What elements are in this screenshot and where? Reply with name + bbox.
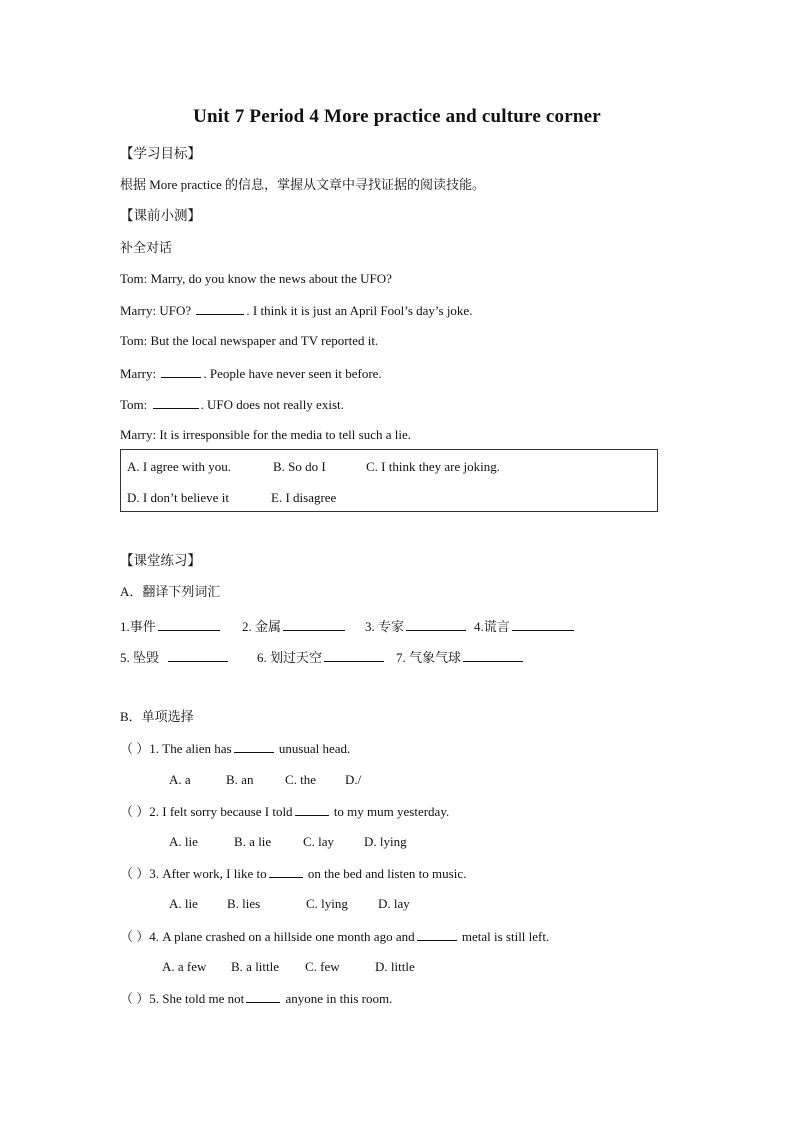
choice[interactable]: A. lie [169,834,198,849]
question-stem-end: metal is still left. [458,929,550,944]
option-b: B. So do I [273,459,326,474]
question-stem: （ ）5. She told me not [120,991,245,1006]
dialogue-line-1: Tom: Marry, do you know the news about the UFO? [120,271,392,286]
answer-blank[interactable] [196,302,244,315]
dialogue-line-4-start: Marry: [120,366,157,381]
objectives-heading: 【学习目标】 [120,146,201,161]
question-3 [120,865,466,882]
page-title: Unit 7 Period 4 More practice and culture corner [193,106,601,127]
answer-blank[interactable] [153,396,199,409]
dialogue-line-2-end: . I think it is just an April Fool’s day’s joke. [246,303,473,318]
vocab-prompt: 6. 划过天空 [257,650,323,665]
answer-blank[interactable] [283,618,345,631]
question-stem-end: unusual head. [275,741,351,756]
dialogue-line-3: Tom: But the local newspaper and TV reported it. [120,333,379,348]
objectives-text: 根据 More practice 的信息，掌握从文章中寻找证据的阅读技能。 [120,177,486,192]
vocab-prompt: 5. 坠毁 [120,650,160,665]
choice[interactable]: C. lying [306,896,348,911]
dialogue-line-4-end: . People have never seen it before. [203,366,382,381]
answer-blank[interactable] [512,618,574,631]
vocab-item [242,616,347,635]
choice[interactable]: C. few [305,959,340,974]
question-4 [120,928,549,945]
question-2 [120,803,449,820]
dialogue-line-2 [120,302,472,319]
vocab-item [120,647,230,666]
vocab-item [396,647,525,666]
pretest-heading: 【课前小测】 [120,208,201,223]
vocab-prompt: 1.事件 [120,619,156,634]
answer-blank[interactable] [406,618,466,631]
class-practice-heading: 【课堂练习】 [120,553,201,568]
vocab-prompt: 3. 专家 [365,619,405,634]
choice[interactable]: C. lay [303,834,335,849]
answer-blank[interactable] [246,990,280,1003]
question-stem: （ ）1. The alien has [120,741,232,756]
answer-blank[interactable] [463,649,523,662]
answer-blank[interactable] [168,649,228,662]
dialogue-line-5-start: Tom: [120,397,148,412]
choice[interactable]: D. lying [364,834,407,849]
choice[interactable]: B. a lie [234,834,272,849]
option-c: C. I think they are joking. [366,459,500,474]
question-stem-end: anyone in this room. [282,991,393,1006]
answer-blank[interactable] [324,649,384,662]
question-stem: （ ）2. I felt sorry because I told [120,804,293,819]
answer-blank[interactable] [161,365,201,378]
choice[interactable]: A. lie [169,896,198,911]
dialogue-line-6: Marry: It is irresponsible for the media to tell such a lie. [120,427,411,442]
answer-blank[interactable] [417,928,457,941]
choice[interactable]: B. an [226,772,254,787]
vocab-prompt: 4.谎言 [474,619,510,634]
question-stem-end: on the bed and listen to music. [304,866,467,881]
answer-blank[interactable] [295,803,329,816]
answer-blank[interactable] [269,865,303,878]
question-1 [120,740,350,757]
choice[interactable]: C. the [285,772,317,787]
dialogue-line-5-end: . UFO does not really exist. [200,397,344,412]
answer-blank[interactable] [234,740,274,753]
vocab-item [365,616,468,635]
pretest-instruction: 补全对话 [120,240,173,255]
part-b-heading: B．单项选择 [120,709,194,724]
option-d: D. I don’t believe it [127,490,229,505]
dialogue-line-2-start: Marry: UFO? [120,303,192,318]
choice[interactable]: D./ [345,772,362,787]
option-a: A. I agree with you. [127,459,231,474]
vocab-item [474,616,576,635]
dialogue-line-5 [120,396,344,413]
options-box [120,449,658,512]
choice[interactable]: D. lay [378,896,410,911]
question-stem: （ ）4. A plane crashed on a hillside one month ago and [120,929,415,944]
choice[interactable]: B. lies [227,896,261,911]
choice[interactable]: D. little [375,959,415,974]
answer-blank[interactable] [158,618,220,631]
question-stem: （ ）3. After work, I like to [120,866,267,881]
question-stem-end: to my mum yesterday. [330,804,450,819]
choice[interactable]: B. a little [231,959,280,974]
dialogue-line-4 [120,365,382,382]
question-5 [120,990,392,1007]
choice[interactable]: A. a few [162,959,207,974]
part-a-heading: A．翻译下列词汇 [120,584,221,599]
choice[interactable]: A. a [169,772,191,787]
vocab-item [120,616,222,635]
vocab-prompt: 2. 金属 [242,619,282,634]
vocab-item [257,647,386,666]
vocab-prompt: 7. 气象气球 [396,650,462,665]
option-e: E. I disagree [271,490,337,505]
